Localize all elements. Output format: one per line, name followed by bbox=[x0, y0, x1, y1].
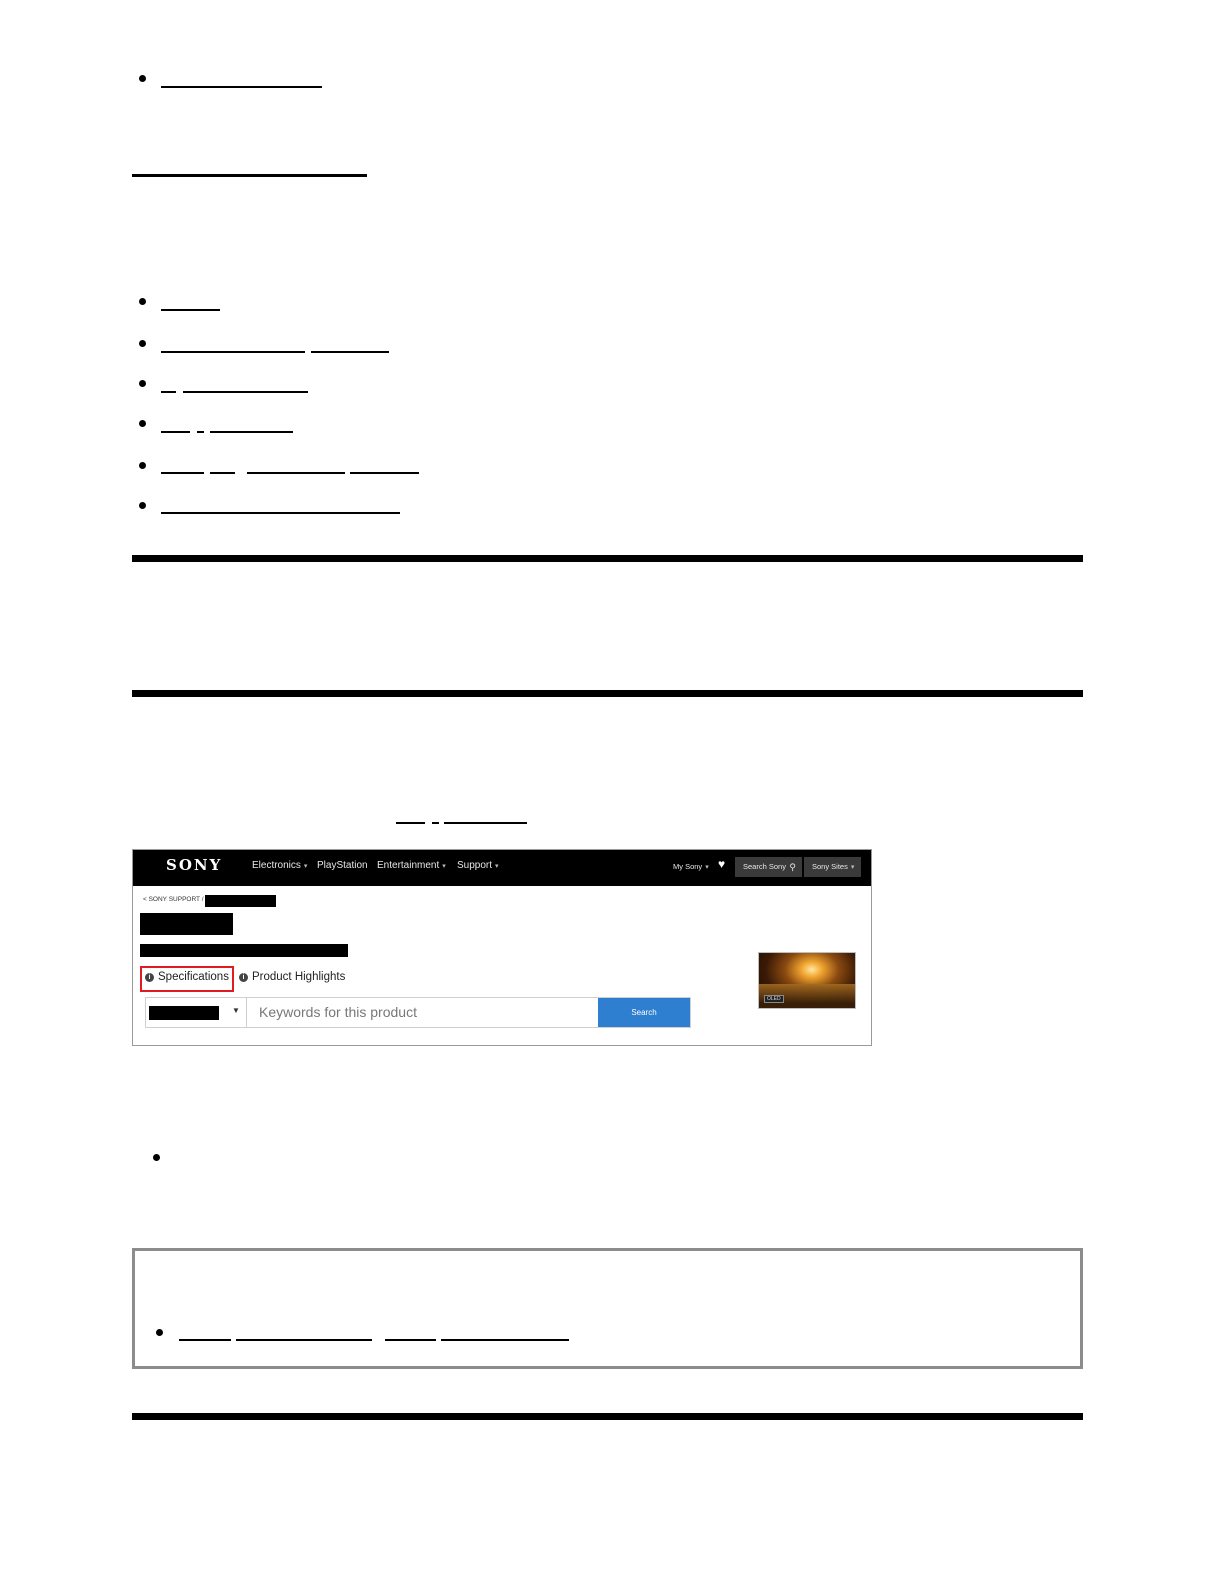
bullet bbox=[139, 462, 146, 469]
link-underline[interactable] bbox=[432, 822, 439, 824]
link-underline[interactable] bbox=[210, 431, 293, 433]
tab-specifications[interactable] bbox=[145, 971, 229, 983]
oled-badge: OLED bbox=[764, 995, 784, 1003]
link-underline[interactable] bbox=[385, 1339, 436, 1341]
search-sony-button[interactable] bbox=[735, 857, 802, 877]
bullet bbox=[156, 1329, 163, 1336]
link-underline[interactable] bbox=[161, 351, 305, 353]
search-button[interactable]: Search bbox=[598, 998, 690, 1027]
link-underline[interactable] bbox=[161, 431, 190, 433]
link-underline[interactable] bbox=[197, 431, 204, 433]
section-divider bbox=[132, 1413, 1083, 1420]
bullet bbox=[139, 298, 146, 305]
nav-item-label: Electronics bbox=[252, 860, 301, 871]
link-underline[interactable] bbox=[161, 472, 204, 474]
nav-item-label: Entertainment bbox=[377, 860, 440, 871]
search-icon: ⚲ bbox=[789, 862, 796, 872]
tab-label: Specifications bbox=[158, 971, 229, 983]
chevron-down-icon: ▾ bbox=[705, 864, 709, 871]
info-icon: i bbox=[239, 973, 248, 982]
sony-logo: SONY bbox=[166, 856, 223, 874]
bullet bbox=[139, 340, 146, 347]
link-underline[interactable] bbox=[444, 822, 527, 824]
redacted-model-name bbox=[140, 913, 233, 935]
bullet bbox=[139, 380, 146, 387]
section-divider bbox=[132, 555, 1083, 562]
tab-label: Product Highlights bbox=[252, 971, 346, 983]
chevron-down-icon: ▾ bbox=[442, 863, 446, 870]
category-select[interactable] bbox=[149, 1006, 219, 1020]
note-box bbox=[132, 1248, 1083, 1369]
redacted-product-name bbox=[140, 944, 348, 957]
heart-icon[interactable]: ♥ bbox=[718, 857, 726, 871]
redacted-breadcrumb bbox=[205, 895, 276, 907]
bullet bbox=[153, 1154, 160, 1161]
top-navigation-bar bbox=[133, 850, 871, 886]
bullet bbox=[139, 75, 146, 82]
bullet bbox=[139, 420, 146, 427]
support-page-screenshot bbox=[132, 849, 872, 1046]
link-underline[interactable] bbox=[179, 1339, 231, 1341]
bullet bbox=[139, 502, 146, 509]
nav-item-label: Support bbox=[457, 860, 493, 871]
nav-item-electronics[interactable] bbox=[252, 860, 307, 871]
link-underline[interactable] bbox=[236, 1339, 372, 1341]
link-underline[interactable] bbox=[183, 391, 308, 393]
nav-item-support[interactable] bbox=[457, 860, 499, 871]
link-underline[interactable] bbox=[350, 472, 419, 474]
tab-product-highlights[interactable] bbox=[239, 971, 345, 983]
section-divider bbox=[132, 690, 1083, 697]
sony-sites-button[interactable] bbox=[804, 857, 861, 877]
link-underline[interactable] bbox=[441, 1339, 569, 1341]
chevron-down-icon[interactable]: ▼ bbox=[232, 1006, 240, 1015]
search-sony-label: Search Sony bbox=[743, 862, 786, 871]
info-icon: i bbox=[145, 973, 154, 982]
chevron-down-icon: ▾ bbox=[850, 864, 855, 871]
divider bbox=[246, 998, 247, 1027]
link-underline[interactable] bbox=[161, 86, 322, 88]
product-image bbox=[758, 952, 856, 1009]
nav-item-label: PlayStation bbox=[317, 860, 368, 871]
product-search-bar bbox=[145, 997, 691, 1028]
link-underline[interactable] bbox=[210, 472, 235, 474]
my-sony-menu[interactable] bbox=[673, 862, 709, 871]
chevron-down-icon: ▾ bbox=[303, 863, 308, 870]
nav-item-playstation[interactable] bbox=[317, 860, 368, 871]
link-underline[interactable] bbox=[161, 391, 176, 393]
search-input[interactable]: Keywords for this product bbox=[259, 1004, 417, 1020]
link-underline[interactable] bbox=[396, 822, 425, 824]
my-sony-label: My Sony bbox=[673, 862, 703, 871]
link-underline[interactable] bbox=[161, 512, 400, 514]
nav-item-entertainment[interactable] bbox=[377, 860, 446, 871]
link-underline[interactable] bbox=[247, 472, 345, 474]
breadcrumb[interactable]: < SONY SUPPORT / bbox=[143, 896, 204, 903]
link-underline[interactable] bbox=[161, 309, 220, 311]
chevron-down-icon: ▾ bbox=[495, 863, 499, 870]
sony-sites-label: Sony Sites bbox=[812, 862, 848, 871]
link-underline[interactable] bbox=[311, 351, 389, 353]
section-heading-underline[interactable] bbox=[132, 174, 367, 177]
